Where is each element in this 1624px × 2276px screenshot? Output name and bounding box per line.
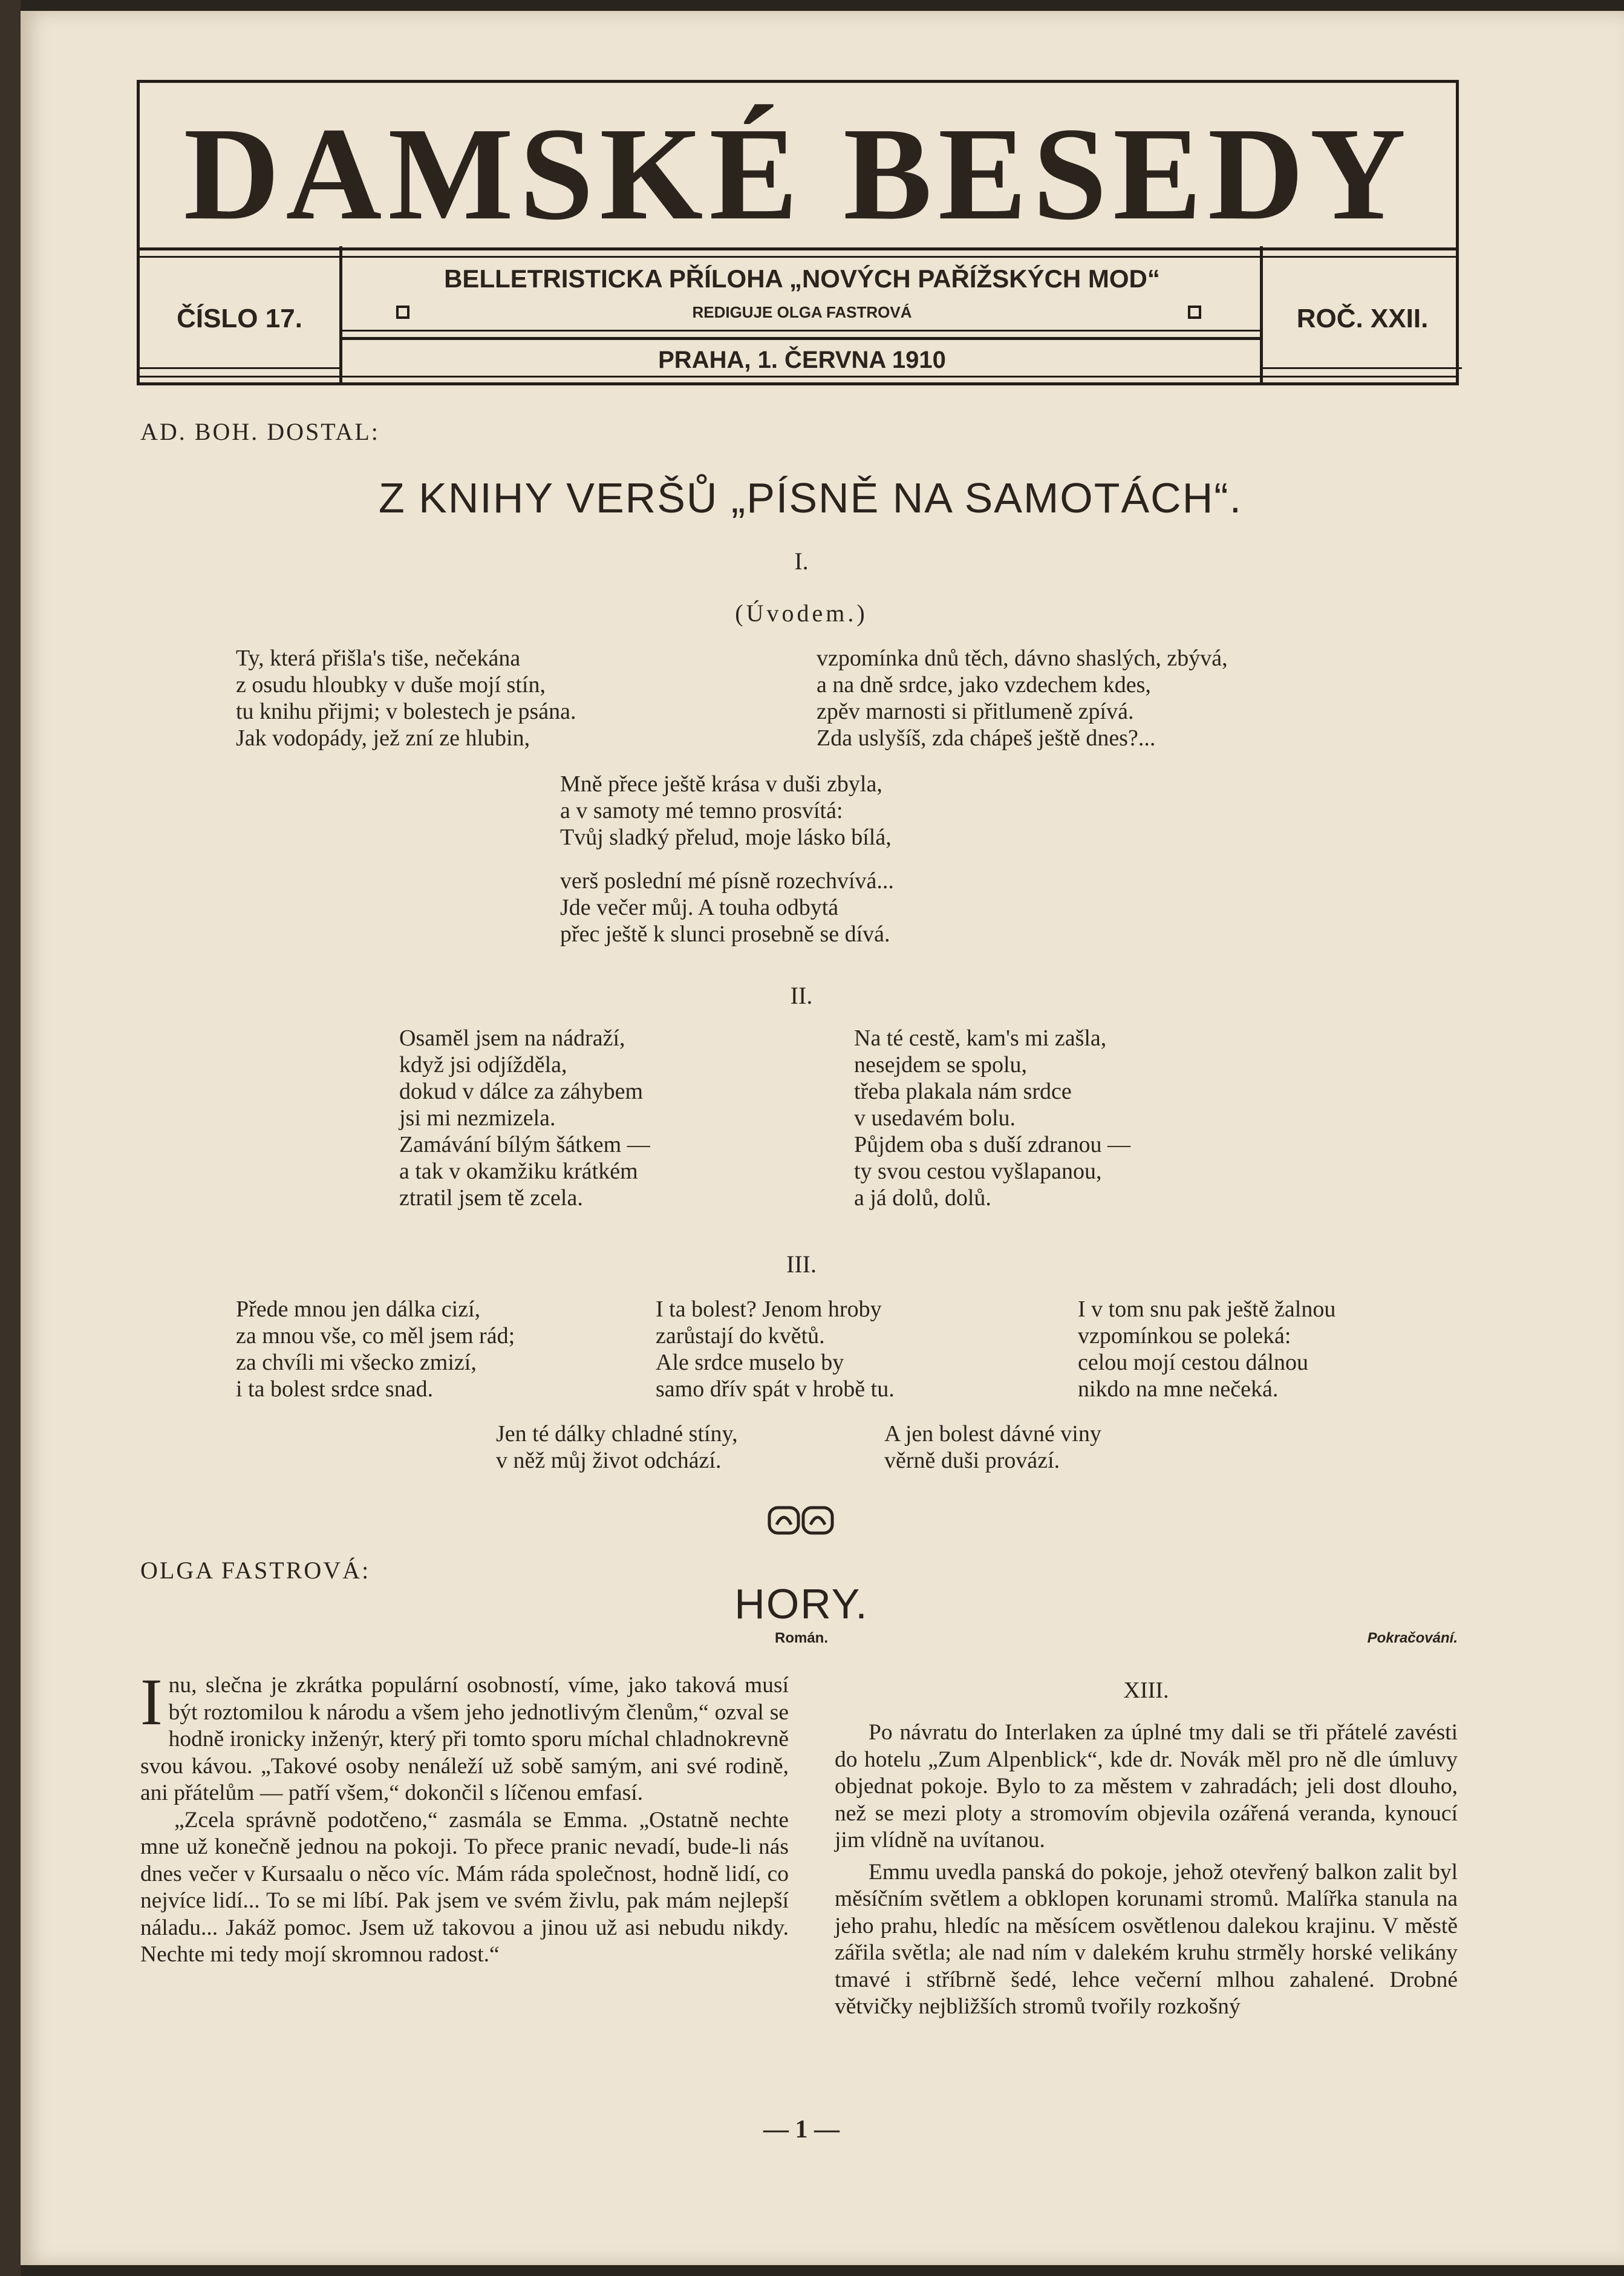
novel-left-paragraph-1: nu, slečna je zkrátka populární osobností, víme, jako taková musí být roztomilou k národu a všem jeho jednotlivým členům,“ ozval se hodně ironicky inženýr, který při tomto sporu míchal chladnokrevně svou kávou. „Takové osoby nenáleží už sobě samým, ani své rodině, ani přátelům — patří všem,“ dokončil s líčenou emfasí. — [140, 1673, 789, 1805]
novel-left-paragraph-2: „Zcela správně podotčeno,“ zasmála se Emma. „Ostatně nechte mne už konečně jednou na pokoji. To přece pranic nevadí, bude-li nás dnes večer v Kursaalu o něco víc. Mám ráda společnost, hodně lidí, co nejvíce lidí... To se mi líbí. Pak jsem ve svém živlu, pak mám nejlepší náladu... Jakáž pomoc. Jsem už takovou a jinou už asi nebudu nikdy. Nechte mi tedy mojí skromnou radost.“ — [140, 1807, 789, 1967]
poem-author: AD. BOH. DOSTAL: — [140, 418, 380, 445]
masthead-place-date: PRAHA, 1. ČERVNA 1910 — [658, 347, 946, 373]
poem3-center-right: A jen bolest dávné viny věrně duši provází. — [884, 1421, 1101, 1473]
poem-collection-title: Z KNIHY VERŠŮ „PÍSNĚ NA SAMOTÁCH“. — [378, 474, 1243, 522]
masthead — [137, 80, 1459, 385]
masthead-rule-mid2 — [342, 337, 1260, 340]
masthead-rule-bottom-thin — [140, 376, 1456, 378]
novel-right-paragraph-2: Emmu uvedla panská do pokoje, jehož otevřený balkon zalit byl měsíčním světlem a obklopen korunami stromů. Malířka stanula na jeho prahu, hledíc na měsícem osvětlenou dalekou krajinu. V městě zářila světla; ale nad ním v dalekém kruhu strměly horské velikány tmavé i stříbrně šedé, lehce večerní mlhou zahalené. Drobné větvičky nejbližších stromů tvořily rozkošný — [835, 1859, 1458, 2019]
poem2-right-stanza: Na té cestě, kam's mi zašla, nesejdem se spolu, třeba plakala nám srdce v usedavém bolu. Půjdem oba s duší zdranou — ty svou cestou vyšlapanou, a já dolů, dolů. — [854, 1025, 1131, 1211]
poem1-right-stanza: vzpomínka dnů těch, dávno shaslých, zbývá, a na dně srdce, jako vzdechem kdes, zpěv marnosti si přitlumeně zpívá. Zda uslyšíš, zda chápeš ještě dnes?... — [817, 646, 1228, 751]
masthead-rule-top-thin — [140, 256, 1456, 258]
poem-numeral-2: II. — [790, 982, 813, 1009]
masthead-editor: REDIGUJE OLGA FASTROVÁ — [692, 303, 912, 321]
poem3-stanza-2: I ta bolest? Jenom hroby zarůstají do květů. Ale srdce muselo by samo dřív spát v hrobě tu. — [656, 1297, 895, 1402]
book-spine — [0, 0, 21, 2276]
novel-author: OLGA FASTROVÁ: — [140, 1557, 371, 1584]
masthead-rule-right-low — [1263, 367, 1462, 369]
novel-right-column — [835, 1719, 1458, 2021]
novel-left-column — [140, 1665, 789, 1969]
poem-numeral-3: III. — [786, 1251, 817, 1278]
square-ornament-left — [396, 306, 409, 319]
masthead-rule-top — [140, 247, 1456, 250]
poem-subtitle: (Úvodem.) — [735, 600, 868, 627]
section-ornament-icon — [767, 1503, 835, 1538]
poem1-center-stanza-a: Mně přece ještě krása v duši zbyla, a v samoty mé temno prosvítá: Tvůj sladký přelud, moje lásko bílá, — [560, 771, 892, 850]
poem1-left-stanza: Ty, která přišla's tiše, nečekána z osudu hloubky v duše mojí stín, tu knihu přijmi; v bolestech je psána. Jak vodopády, jež zní ze hlubin, — [236, 646, 576, 751]
masthead-title: DAMSKÉ BESEDY — [183, 100, 1412, 247]
poem3-center-left: Jen té dálky chladné stíny, v něž můj život odchází. — [496, 1421, 738, 1473]
chapter-numeral: XIII. — [1123, 1678, 1169, 1703]
poem3-stanza-1: Přede mnou jen dálka cizí, za mnou vše, co měl jsem rád; za chvíli mi všecko zmizí, i ta bolest srdce snad. — [236, 1297, 515, 1402]
novel-title: HORY. — [734, 1580, 869, 1627]
page-number: — 1 — — [763, 2116, 840, 2144]
novel-right-paragraph-1: Po návratu do Interlaken za úplné tmy dali se tři přátelé zavésti do hotelu „Zum Alpenblick“, kde dr. Novák měl pro ně dle úmluvy objednat pokoje. Bylo to za městem v zahradách; jeli dost dlouho, než se mezi ploty a stromovím objevila ozářená veranda, kynoucí jim vlídně na uvítanou. — [835, 1720, 1458, 1853]
issue-number: ČÍSLO 17. — [177, 304, 302, 333]
volume-number: ROČ. XXII. — [1296, 304, 1429, 333]
masthead-rule-left-low — [140, 367, 339, 369]
novel-genre: Román. — [774, 1630, 828, 1646]
masthead-subtitle: BELLETRISTICKA PŘÍLOHA „NOVÝCH PAŘÍŽSKÝCH MOD“ — [444, 264, 1160, 293]
square-ornament-right — [1188, 306, 1201, 319]
poem-numeral-1: I. — [794, 548, 809, 575]
novel-continued: Pokračování. — [1367, 1630, 1458, 1646]
masthead-rule-mid — [342, 330, 1260, 332]
masthead-divider-left — [339, 246, 342, 385]
poem3-stanza-3: I v tom snu pak ještě žalnou vzpomínkou se poleká: celou mojí cestou dálnou nikdo na mne nečeká. — [1078, 1297, 1336, 1402]
poem1-center-stanza-b: verš poslední mé písně rozechvívá... Jde večer můj. A touha odbytá přec ještě k slunci prosebně se dívá. — [560, 868, 894, 947]
drop-cap: I — [140, 1665, 163, 1739]
poem2-left-stanza: Osamĕl jsem na nádraží, když jsi odjížděla, dokud v dálce za záhybem jsi mi nezmizela. Zamávání bílým šátkem — a tak v okamžiku krátkém ztratil jsem tě zcela. — [399, 1025, 650, 1211]
